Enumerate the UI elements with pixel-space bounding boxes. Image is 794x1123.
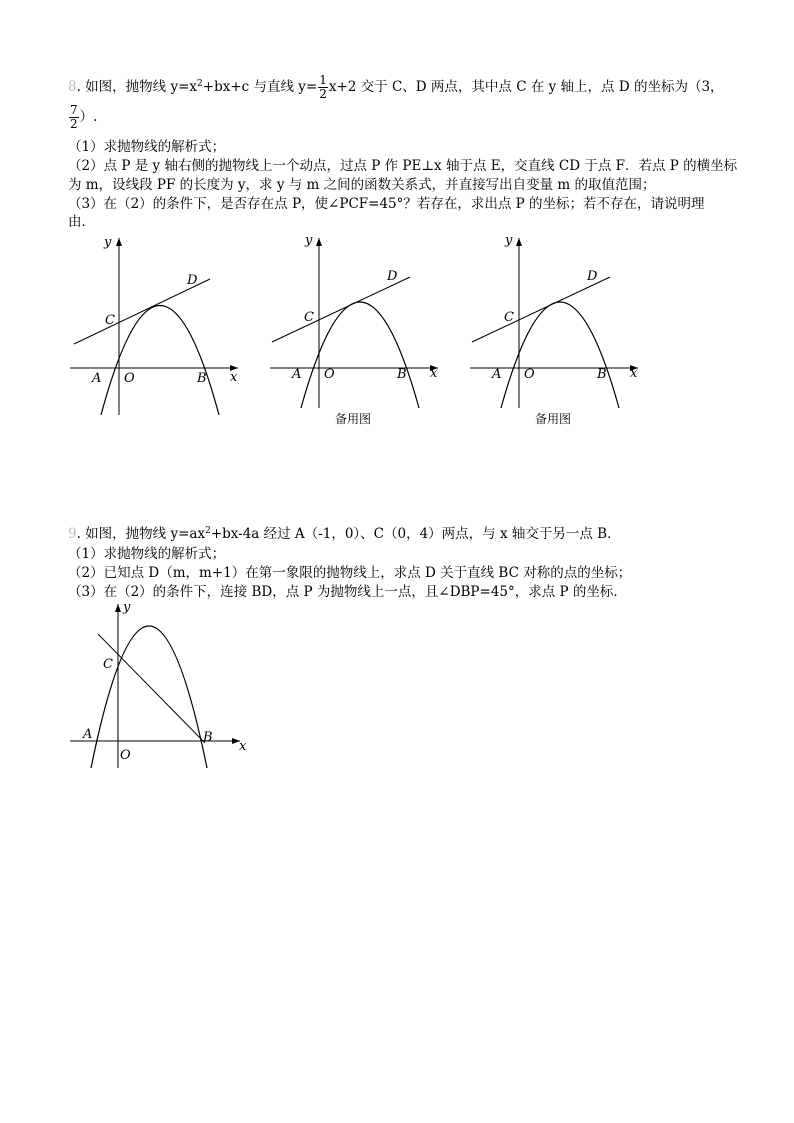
label-a: A: [92, 371, 102, 386]
q8-part-1: （1）求抛物线的解析式；: [68, 139, 226, 155]
label-a: A: [492, 367, 502, 382]
q8-fraction-seven-halves: [69, 104, 79, 131]
label-c: C: [103, 657, 113, 672]
label-c: C: [105, 313, 115, 328]
label-a: A: [292, 367, 302, 382]
y-axis-arrow: [516, 238, 522, 246]
label-d: D: [187, 273, 198, 288]
spare-caption: 备用图: [335, 412, 372, 426]
q8-text-b: +bx+c 与直线 y=: [202, 79, 318, 95]
line-cd: [272, 277, 410, 342]
q8-fraction-half: [318, 74, 328, 101]
spare-caption: 备用图: [535, 412, 572, 426]
label-d: D: [387, 269, 398, 284]
y-axis-arrow: [116, 238, 122, 246]
y-axis-arrow: [316, 238, 322, 246]
q9-part-2: （2）已知点 D（m，m+1）在第一象限的抛物线上，求点 D 关于直线 BC 对称的点的坐标；: [68, 565, 632, 581]
q8-line-2-tail: ）.: [79, 109, 98, 125]
label-c: C: [504, 310, 514, 325]
q8-frac1-den: 2: [319, 87, 327, 101]
q9-line-1: [68, 525, 621, 543]
label-c: C: [304, 310, 314, 325]
label-y: y: [104, 235, 112, 250]
q8-part-3a: （3）在（2）的条件下，是否存在点 P，使∠PCF=45°？若存在，求出点 P 的坐标；若不存在，请说明理: [68, 196, 705, 212]
q8-line-2: [68, 104, 97, 131]
label-d: D: [587, 269, 598, 284]
line-cd: [472, 277, 610, 342]
q8-line-1: [68, 74, 724, 101]
label-a: A: [83, 727, 93, 742]
label-x: x: [239, 739, 247, 754]
label-b: B: [597, 367, 607, 382]
q9-number: 9: [68, 526, 77, 542]
q9-figure: [60, 600, 260, 775]
q8-frac1-num: 1: [319, 73, 327, 87]
q8-frac2-num: 7: [70, 103, 78, 117]
label-x: x: [230, 370, 238, 385]
y-axis-arrow: [115, 604, 121, 612]
label-o: O: [324, 367, 335, 382]
q9-part-1: （1）求抛物线的解析式；: [68, 546, 226, 562]
label-x: x: [630, 366, 638, 381]
q9-exponent: 2: [205, 526, 211, 536]
q8-figure-spare-2: [460, 230, 650, 430]
label-y: y: [123, 600, 131, 615]
label-b: B: [203, 730, 213, 745]
q9-text-b: +bx-4a 经过 A（-1，0）、C（0，4）两点，与 x 轴交于另一点 B．: [210, 526, 621, 542]
q8-part-3b: 由．: [68, 214, 95, 230]
label-o: O: [124, 371, 135, 386]
q8-exponent: 2: [197, 79, 203, 89]
q8-text-c: x+2 交于 C、D 两点，其中点 C 在 y 轴上，点 D 的坐标为（3，: [328, 79, 724, 95]
parabola: [91, 626, 207, 768]
label-x: x: [430, 366, 438, 381]
label-o: O: [120, 748, 131, 763]
q8-text-a: . 如图，抛物线 y=x: [76, 79, 198, 95]
q8-number: 8: [68, 79, 77, 95]
q8-figure-spare-1: [260, 230, 450, 430]
q8-figure-main: [60, 230, 250, 420]
label-y: y: [305, 233, 313, 248]
q8-part-2a: （2）点 P 是 y 轴右侧的抛物线上一个动点，过点 P 作 PE⊥x 轴于点 E，交直线 CD 于点 F．若点 P 的横坐标: [68, 158, 738, 174]
q8-part-2b: 为 m，设线段 PF 的长度为 y，求 y 与 m 之间的函数关系式，并直接写出自变量 m 的取值范围；: [68, 177, 656, 193]
label-b: B: [397, 367, 407, 382]
label-y: y: [505, 233, 513, 248]
label-o: O: [524, 367, 535, 382]
label-b: B: [197, 371, 207, 386]
q9-part-3: （3）在（2）的条件下，连接 BD，点 P 为抛物线上一点，且∠DBP=45°，求点 P 的坐标．: [68, 584, 627, 600]
line-bc: [98, 634, 205, 743]
q8-frac2-den: 2: [70, 117, 78, 131]
q9-text-a: . 如图，抛物线 y=ax: [76, 526, 206, 542]
